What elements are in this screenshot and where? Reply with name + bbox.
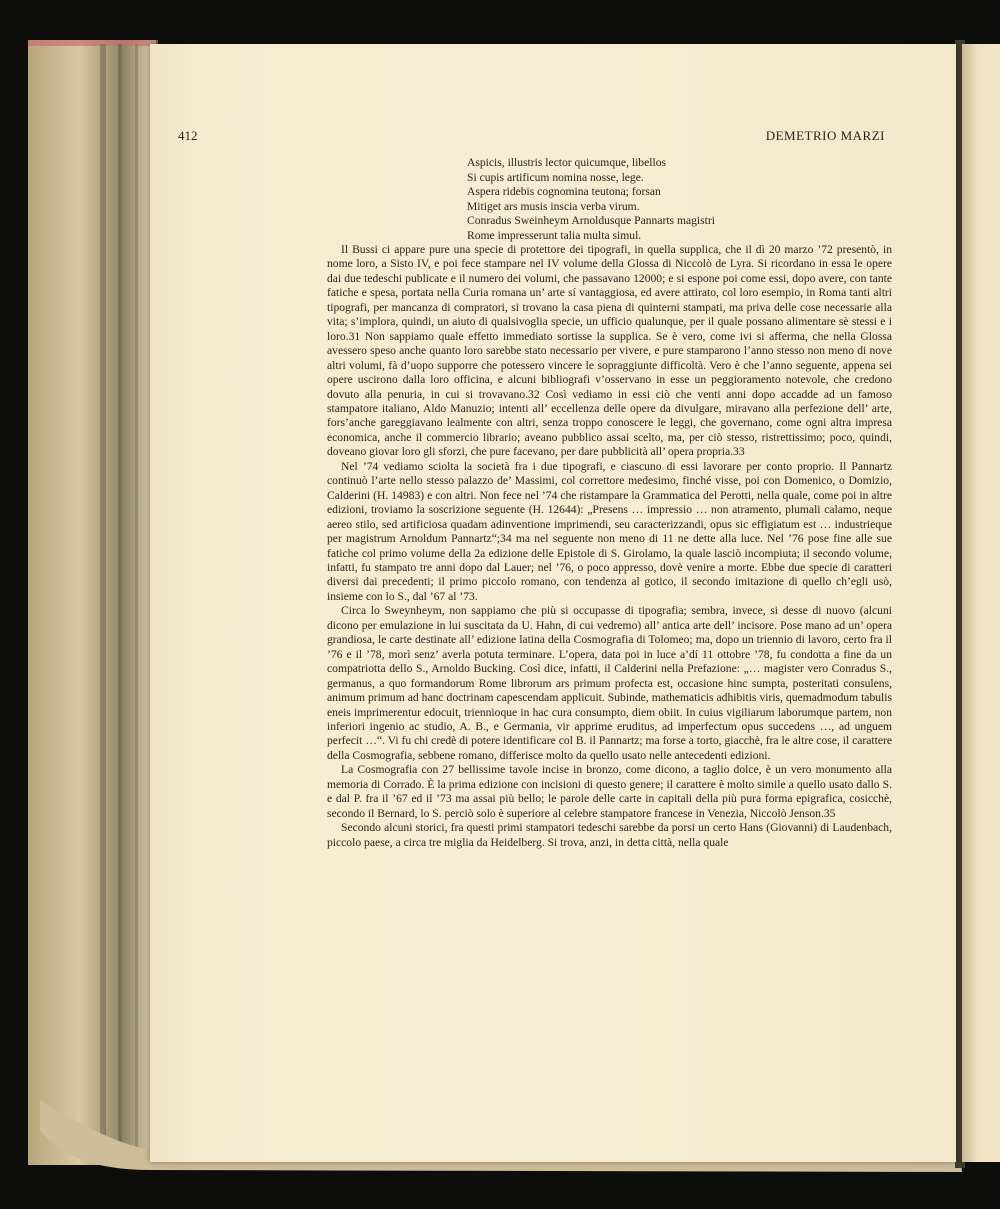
page-number: 412 [178,128,198,143]
running-title: DEMETRIO MARZI [765,128,885,143]
verse-line: Conradus Sweinheym Arnoldusque Pannarts magistri [467,214,715,228]
paragraph: Il Bussi ci appare pure una specie di protettore dei tipografi, in quella supplica, che il dì 20 marzo ’72 presentò, in nome loro, a Sisto IV, e poi fece stampare nel IV volume della Glossa di Niccolò de Lyra. Si ricordano in essa le opere dai due tedeschi publicate e il numero dei volumi, che passavano 12000; e si espone poi come essi, dopo avere, con tante fatiche e spesa, portata nella Curia romana un’ arte sí vantaggiosa, ed avere attirato, col loro esempio, in Roma tanti altri tipografi, per mancanza di compratori, si trovano la casa piena di quinterni stampati, ma priva delle cose necessarie alla vita; s’implora, quindi, un aiuto di qualsivoglia specie, un ufficio qualunque, per il quale possano alimentare sè stessi e i loro.31 Non sappiamo quale effetto immediato sortisse la supplica. Se è vero, come ivi si afferma, che nella Glossa avessero speso anche quanto loro sarebbe stato necessario per vivere, e pure stamparono l’anno stesso non meno di nove altri volumi, fà d’uopo supporre che potessero vincere le sopraggiunte difficoltà. Vero è che l’anno seguente, appena sei opere uscirono dalla loro officina, e alcuni bibliografi v’osservano in esse un peggioramento notevole, che credono dovuto alla penuria, in cui si trovavano.32 Così vediamo in essi ciò che venti anni dopo accadde ad un famoso stampatore italiano, Aldo Manuzio; intenti all’ eccellenza delle opere da divulgare, miravano alla perfezione dell’ arte, fors’anche gareggiavano lealmente con altri, senza troppo conoscere le leggi, che governano, come ogni altra impresa economica, anche il commercio librario; aveano pubblico assai scelto, ma, per ciò stesso, ristrettissimo; poco, quindi, doveano giovar loro gli sforzi, che pure facevano, per dare pubblicità all’ opera propria.33 [327,243,892,459]
paragraph: Secondo alcuni storici, fra questi primi stampatori tedeschi sarebbe da porsi un certo Hans (Giovanni) di Laudenbach, piccolo paese, a circa tre miglia da Heidelberg. Si trova, anzi, in detta città, nella quale [327,821,892,849]
body-text [327,243,892,850]
paragraph: La Cosmografia con 27 bellissime tavole incise in bronzo, come dicono, a taglio dolce, è un vero monumento alla memoria di Corrado. È la prima edizione con incisioni di questo genere; il carattere è molto simile a quello usato dallo S. e dal P. fra il ’67 ed il ’73 ma assai più bello; le parole delle carte in capitali della più pura forma epigrafica, cosicchè, secondo il Bernard, lo S. perciò solo è superiore al celebre stampatore francese in Venezia, Niccolò Jenson.35 [327,763,892,820]
paragraph: Nel ’74 vediamo sciolta la società fra i due tipografi, e ciascuno di essi lavorare per conto proprio. Il Pannartz continuò l’arte nello stesso palazzo de’ Massimi, col correttore medesimo, finché visse, poi con Domenico, o Domizio, Calderini (H. 14983) e con altri. Non fece nel ’74 che ristampare la Grammatica del Perotti, nella quale, come poi in altre edizioni, troviamo la soscrizione seguente (H. 12644): „Presens … impressio … non atramento, plumali calamo, neque aereo stilo, sed artificiosa quadam adinventione imprimendi, seu caracterizzandi, opus sic effigiatum est … industrieque per magistrum Arnoldum Pannartz“;34 ma nel seguente non meno di 11 ne dette alla luce. Nel ’76 pose fine alle sue fatiche col primo volume della 2a edizione delle Epistole di S. Girolamo, la quale lasciò incompiuta; il secondo volume, infatti, fu stampato tre anni dopo dal Lauer; nel ’76, o poco appresso, dovè venire a morte. Ebbe due specie di caratteri diversi dai precedenti; il primo piccolo romano, con tendenza al gotico, il secondo imitazione di quello ch’egli usò, insieme con lo S., dal ’67 al ’73. [327,459,892,603]
verse-line: Aspera ridebis cognomina teutona; forsan [467,185,661,199]
facing-page-edge [962,44,1000,1162]
verse-quotation [467,156,887,244]
verse-line: Mitiget ars musis inscia verba virum. [467,199,640,213]
verse-line: Rome impresserunt talia multa simul. [467,228,642,242]
paragraph: Circa lo Sweynheym, non sappiamo che più si occupasse di tipografia; sembra, invece, si desse di nuovo (alcuni dicono per emulazione in lui suscitata da U. Hahn, di cui vedremo) all’ antica arte dell’ incisore. Pose mano ad un’ opera grandiosa, le carte destinate all’ edizione latina della Cosmografia di Tolomeo; ma, dopo un triennio di lavoro, certo fra il ’76 e il ’78, morì senz’ averla potuta terminare. L’opera, data poi in luce a’dí 11 ottobre ’78, fu condotta a fine da un compatriotta dello S., Arnoldo Bucking. Così dice, infatti, il Calderini nella Prefazione: „… magister vero Conradus S., germanus, a quo formandorum Rome librorum ars primum profecta est, occasione hinc sumpta, posteritati consulens, animum primum ad hanc doctrinam capescendam applicuit. Subinde, mathematicis adhibitis viris, quemadmodum tabulis eneis imprimerentur edocuit, triennioque in hac cura consumpto, diem obiit. In cuius vigiliarum laborumque partem, non inferiori ingenio ac studio, A. B., e Germania, vir apprime eruditus, ad imperfectum opus succedens …, ad unguem perfecit …“. Vi fu chi credè di potere identificare col B. il Pannartz; ma forse a torto, giacchè, fra le altre cose, il carattere della Cosmografia, sebbene romano, differisce molto da quello usato nelle antecedenti edizioni. [327,604,892,762]
verse-line: Si cupis artificum nomina nosse, lege. [467,170,644,184]
verse-line: Aspicis, illustris lector quicumque, libellos [467,156,667,169]
